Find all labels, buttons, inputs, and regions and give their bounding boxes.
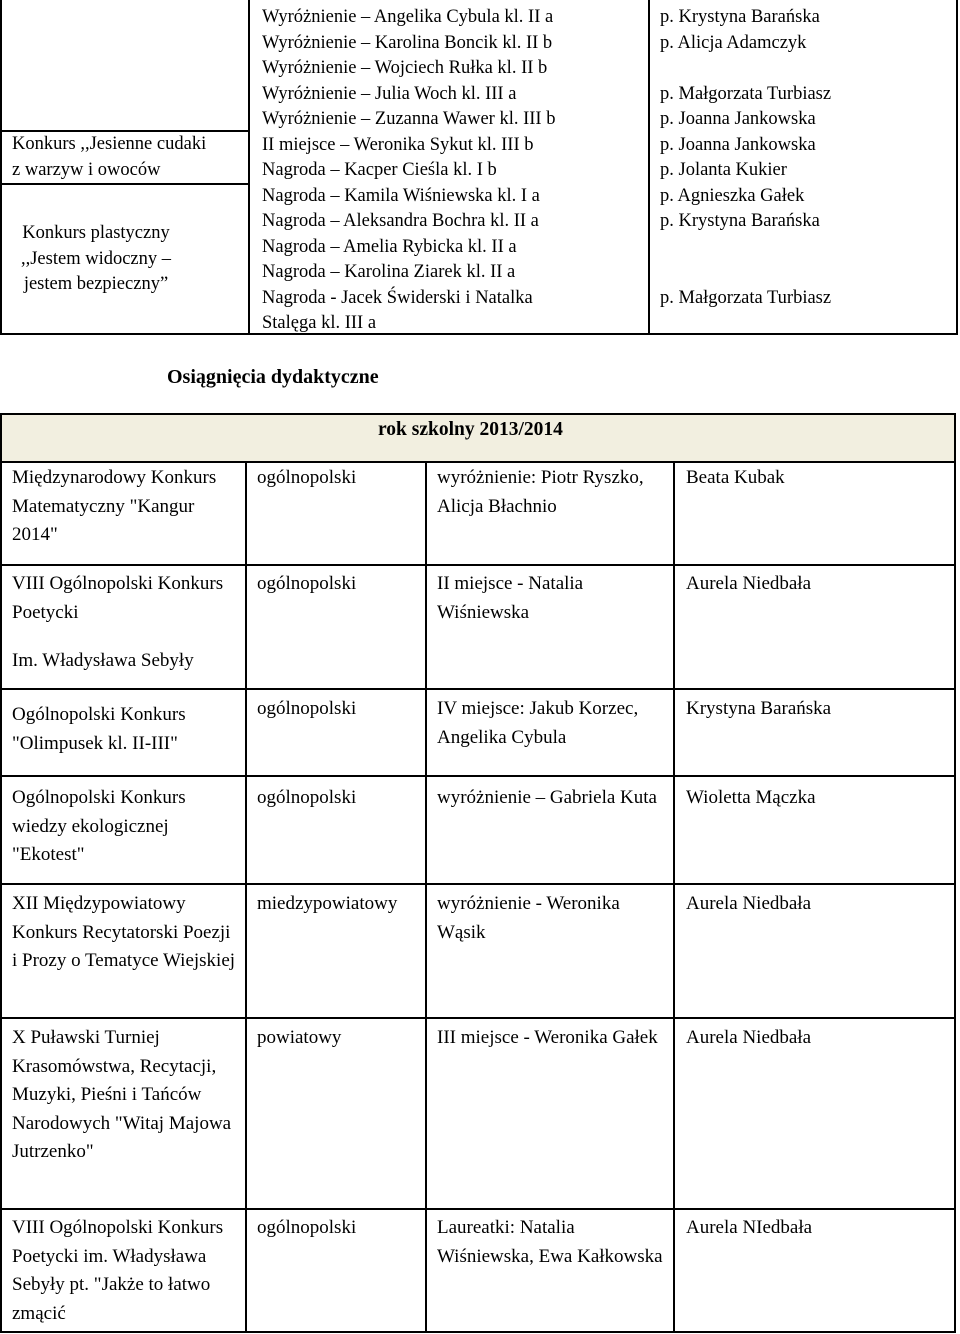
teacher-name: Krystyna Barańska — [686, 698, 832, 719]
teacher-entry: p. Joanna Jankowska — [660, 109, 816, 129]
competition-result: wyróżnienie: Piotr Ryszko, Alicja Błachnio — [437, 467, 644, 517]
competition-level: powiatowy — [257, 1027, 342, 1048]
teacher-entry — [660, 235, 831, 261]
award-entry: Wyróżnienie – Karolina Boncik kl. II b — [262, 32, 553, 53]
teacher-entry: p. Małgorzata Turbiasz — [660, 83, 832, 104]
row-divider — [0, 1017, 956, 1019]
award-entry: Wyróżnienie – Wojciech Rułka kl. II b — [262, 58, 548, 78]
column-divider — [425, 689, 427, 1333]
competition-result: wyróżnienie – Gabriela Kuta — [437, 787, 657, 808]
competition-result: wyróżnienie - Weronika Wąsik — [437, 893, 620, 943]
column-divider — [425, 461, 427, 688]
contest-name-plastyczny: Konkurs plastyczny ,,Jestem widoczny – jestem bezpieczny” — [20, 223, 172, 294]
teacher-entry: p. Jolanta Kukier — [660, 160, 787, 180]
row-divider — [0, 1208, 956, 1210]
award-entry: II miejsce – Weronika Sykut kl. III b — [262, 134, 534, 155]
teacher-name: Beata Kubak — [686, 467, 785, 488]
row-divider — [0, 564, 956, 566]
school-year-label: rok szkolny 2013/2014 — [378, 419, 563, 440]
award-entry: Stalęga kl. III a — [262, 313, 377, 333]
award-entry: Wyróżnienie – Angelika Cybula kl. II a — [262, 7, 554, 27]
teacher-entry: p. Alicja Adamczyk — [660, 32, 807, 53]
table-border — [0, 1331, 956, 1333]
competition-level: ogólnopolski — [257, 1217, 357, 1238]
award-entry: Nagroda – Karolina Ziarek kl. II a — [262, 262, 516, 282]
competition-name: VIII Ogólnopolski Konkurs Poetycki — [12, 573, 224, 623]
award-entry: Wyróżnienie – Zuzanna Wawer kl. III b — [262, 109, 556, 129]
competition-result: IV miejsce: Jakub Korzec, Angelika Cybula — [437, 698, 639, 748]
teacher-entry: p. Krystyna Barańska — [660, 7, 820, 27]
table-border — [0, 461, 956, 463]
award-entry: Wyróżnienie – Julia Woch kl. III a — [262, 83, 517, 104]
table-border — [0, 413, 2, 1333]
competition-level: ogólnopolski — [257, 787, 357, 808]
table-border — [0, 413, 956, 415]
teacher-entry — [660, 260, 831, 286]
competition-level: miedzypowiatowy — [257, 893, 398, 914]
column-divider — [673, 461, 675, 688]
award-entry: Nagroda – Aleksandra Bochra kl. II a — [262, 211, 539, 231]
table-divider — [248, 0, 250, 335]
teacher-list — [660, 5, 831, 311]
column-divider — [245, 689, 247, 1333]
teacher-name: Aurela Niedbała — [686, 573, 812, 594]
row-divider — [0, 688, 956, 690]
award-entry: Nagroda – Kamila Wiśniewska kl. I a — [262, 185, 540, 206]
teacher-entry: p. Agnieszka Gałek — [660, 185, 805, 206]
teacher-name: Aurela NIedbała — [686, 1217, 813, 1238]
competition-name: Ogólnopolski Konkurs wiedzy ekologicznej "Ekotest" — [12, 787, 186, 865]
competition-name: XII Międzypowiatowy Konkurs Recytatorski Poezji i Prozy o Tematyce Wiejskiej — [12, 893, 236, 971]
competition-result: III miejsce - Weronika Gałek — [437, 1027, 658, 1048]
section-heading: Osiągnięcia dydaktyczne — [167, 366, 379, 388]
contest-name-jesienne-cudaki: Konkurs ,,Jesienne cudaki z warzyw i owoców — [12, 134, 207, 180]
award-entry: Nagroda – Amelia Rybicka kl. II a — [262, 236, 517, 257]
award-entry: Nagroda – Kacper Cieśla kl. I b — [262, 160, 497, 180]
teacher-name: Aurela Niedbała — [686, 893, 812, 914]
teacher-entry: p. Joanna Jankowska — [660, 134, 816, 155]
competition-level: ogólnopolski — [257, 698, 357, 719]
teacher-entry: p. Krystyna Barańska — [660, 211, 820, 231]
table-row-divider — [0, 183, 250, 185]
column-divider — [673, 689, 675, 1333]
competition-name: VIII Ogólnopolski Konkurs Poetycki im. Władysława Sebyły pt. "Jakże to łatwo zmącić — [12, 1217, 224, 1324]
competition-level: ogólnopolski — [257, 467, 357, 488]
table-border — [0, 0, 2, 335]
teacher-entry: p. Małgorzata Turbiasz — [660, 287, 832, 308]
table-border — [956, 0, 958, 335]
competition-level: ogólnopolski — [257, 573, 357, 594]
teacher-entry — [660, 56, 831, 82]
teacher-name: Wioletta Mączka — [686, 787, 816, 808]
row-divider — [0, 775, 956, 777]
award-list — [262, 5, 555, 337]
competition-name: Ogólnopolski Konkurs "Olimpusek kl. II-III" — [12, 704, 186, 754]
award-entry: Nagroda - Jacek Świderski i Natalka — [262, 287, 533, 308]
row-divider — [0, 883, 956, 885]
table-divider — [648, 0, 650, 335]
teacher-name: Aurela Niedbała — [686, 1027, 812, 1048]
table-border — [954, 413, 956, 1333]
competition-result: Laureatki: Natalia Wiśniewska, Ewa Kałkowska — [437, 1217, 663, 1267]
competition-name: X Puławski Turniej Krasomówstwa, Recytacji, Muzyki, Pieśni i Tańców Narodowych "Witaj Majowa Jutrzenko" — [12, 1027, 232, 1162]
competition-result: II miejsce - Natalia Wiśniewska — [437, 573, 584, 623]
competition-name-continuation: Im. Władysława Sebyły — [12, 650, 194, 671]
competition-name: Międzynarodowy Konkurs Matematyczny "Kangur 2014" — [12, 467, 217, 545]
